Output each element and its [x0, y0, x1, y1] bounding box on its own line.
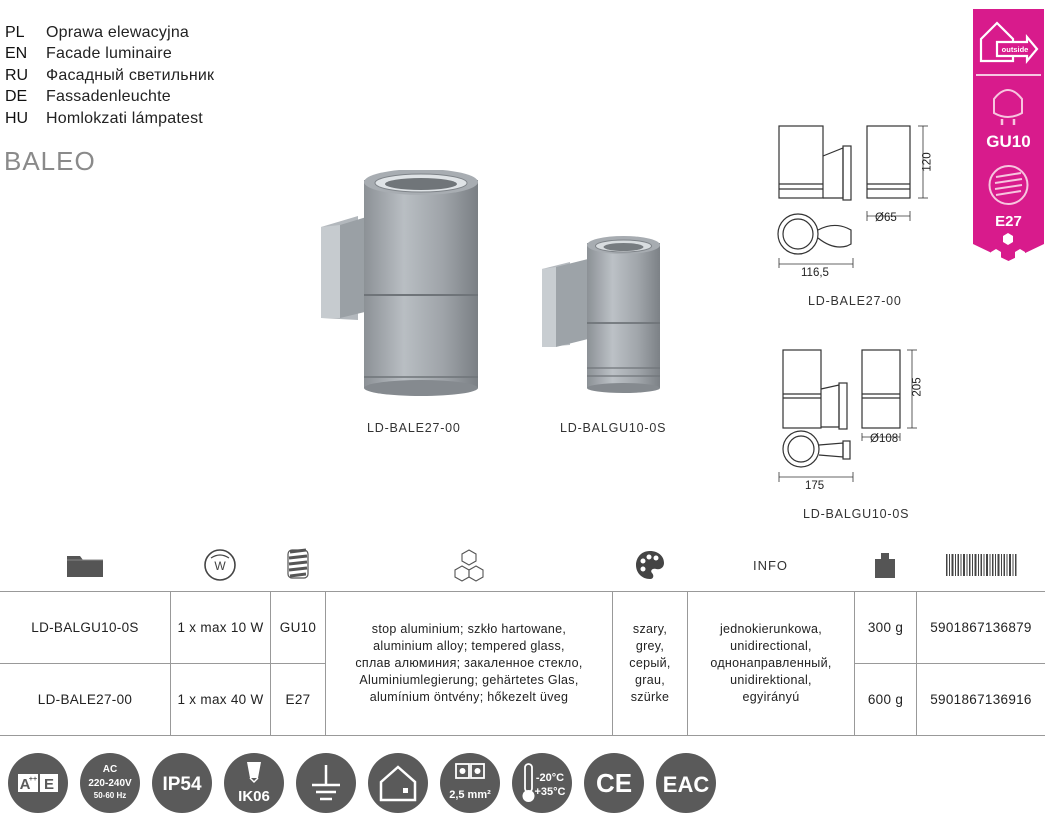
cable-label: 2,5 mm²	[449, 789, 491, 801]
voltage-type-label: AC	[102, 764, 118, 775]
lang-name: Fassadenleuchte	[46, 88, 171, 106]
gu10-label: GU10	[986, 132, 1031, 151]
product-name: BALEO	[4, 146, 96, 176]
side-tab-graphic	[973, 9, 1044, 277]
table-body	[0, 591, 1045, 736]
info-line: unidirektional,	[730, 672, 812, 687]
lang-name: Oprawa elewacyjna	[46, 23, 190, 41]
energy-plus-label: ++	[28, 776, 38, 783]
dim-diameter-balgu10: Ø108	[870, 433, 899, 445]
col-info	[687, 592, 854, 735]
installation-class-icon	[367, 752, 429, 814]
color-line: grau,	[635, 672, 665, 687]
color-line: szary,	[632, 622, 668, 637]
lang-name: Фасадный светильник	[46, 66, 215, 84]
ik-rating-icon	[223, 752, 285, 814]
lang-code: RU	[5, 66, 29, 84]
material-line: сплав алюминия; закаленное стекло,	[355, 656, 583, 671]
ce-label: CE	[595, 768, 633, 798]
lang-name: Facade luminaire	[46, 45, 172, 63]
ik-label: IK06	[238, 788, 270, 805]
wattage-icon	[170, 541, 270, 589]
table-header-icons	[0, 541, 1048, 591]
lang-row-en	[5, 44, 214, 66]
material-line: Aluminiumlegierung; gehärtetes Glas,	[359, 672, 579, 687]
photo-balgu10	[540, 235, 662, 395]
lang-row-hu	[5, 108, 214, 130]
photo-label-bale27: LD-BALE27-00	[367, 421, 461, 435]
energy-class-icon	[7, 752, 69, 814]
barcode-icon	[916, 541, 1048, 589]
col-power	[170, 592, 270, 735]
lang-row-ru	[5, 65, 214, 87]
info-line: однонаправленный,	[710, 656, 832, 671]
color-line: серый,	[629, 656, 671, 671]
language-titles	[5, 22, 214, 130]
lang-code: PL	[5, 23, 25, 41]
lang-row-de	[5, 87, 214, 109]
info-line: jednokierunkowa,	[719, 622, 823, 637]
voltage-label: 220-240V	[88, 778, 132, 789]
col-ean	[916, 592, 1045, 735]
photo-bale27	[318, 170, 490, 398]
photo-label-balgu10: LD-BALGU10-0S	[560, 421, 667, 435]
feature-side-tab	[973, 9, 1044, 259]
cell-material	[326, 592, 612, 735]
material-line: alumínium öntvény; hőkezelt üveg	[369, 689, 569, 704]
cell-code: LD-BALGU10-0S	[31, 620, 139, 635]
lang-row-pl	[5, 22, 214, 44]
cell-code: LD-BALE27-00	[0, 663, 170, 735]
folder-icon	[0, 541, 170, 589]
dim-height-balgu10: 205	[911, 377, 924, 397]
col-weight	[854, 592, 916, 735]
drawing-balgu10	[775, 345, 935, 505]
temp-high-label: +35°C	[534, 786, 566, 798]
cell-socket: GU10	[279, 620, 317, 635]
info-line: unidirectional,	[730, 639, 812, 654]
cell-color	[613, 592, 687, 735]
energy-e-label: E	[43, 776, 55, 793]
frequency-label: 50-60 Hz	[93, 791, 127, 800]
cell-ean: 5901867136879	[930, 620, 1032, 635]
info-label: INFO	[752, 557, 789, 573]
drawing-label-bale27: LD-BALE27-00	[808, 294, 902, 308]
voltage-icon	[79, 752, 141, 814]
drawing-bale27	[775, 118, 935, 288]
lang-name: Homlokzati lámpatest	[46, 109, 203, 127]
color-palette-icon	[612, 541, 687, 589]
ce-mark-icon	[583, 752, 645, 814]
cell-socket: E27	[271, 663, 325, 735]
ip-rating-icon	[151, 752, 213, 814]
material-icon	[325, 541, 612, 589]
energy-a-label: A	[19, 776, 31, 793]
col-code	[0, 592, 170, 735]
cell-weight: 300 g	[867, 620, 904, 635]
ground-icon	[295, 752, 357, 814]
cell-power: 1 x max 10 W	[177, 620, 264, 635]
color-line: szürke	[630, 689, 670, 704]
col-material	[325, 592, 612, 735]
eac-mark-icon	[655, 752, 717, 814]
lang-code: HU	[5, 109, 29, 127]
cable-section-icon	[439, 752, 501, 814]
cell-power: 1 x max 40 W	[171, 663, 270, 735]
eac-label: EAC	[662, 772, 710, 797]
svg-text:W: W	[214, 559, 226, 573]
temp-low-label: -20°C	[535, 772, 565, 784]
info-line: egyirányú	[742, 689, 800, 704]
col-color	[612, 592, 687, 735]
outside-label: outside	[1001, 45, 1029, 54]
lang-code: DE	[5, 88, 28, 106]
cell-ean: 5901867136916	[917, 663, 1045, 735]
ip-label: IP54	[162, 774, 202, 795]
dim-height-bale27: 120	[921, 152, 934, 172]
socket-icon	[270, 541, 325, 589]
temperature-icon	[511, 752, 573, 814]
info-header	[687, 541, 854, 589]
cell-info	[688, 592, 854, 735]
lang-code: EN	[5, 45, 28, 63]
dim-depth-balgu10: 175	[805, 480, 825, 492]
material-line: stop aluminium; szkło hartowane,	[371, 622, 567, 637]
drawing-label-balgu10: LD-BALGU10-0S	[803, 507, 910, 521]
e27-label: E27	[995, 213, 1022, 230]
dim-depth-bale27: 116,5	[801, 267, 829, 279]
dim-diameter-bale27: Ø65	[875, 212, 897, 224]
material-line: aluminium alloy; tempered glass,	[373, 639, 565, 654]
cell-weight: 600 g	[855, 663, 916, 735]
weight-icon	[854, 541, 916, 589]
col-socket	[270, 592, 325, 735]
color-line: grey,	[635, 639, 665, 654]
